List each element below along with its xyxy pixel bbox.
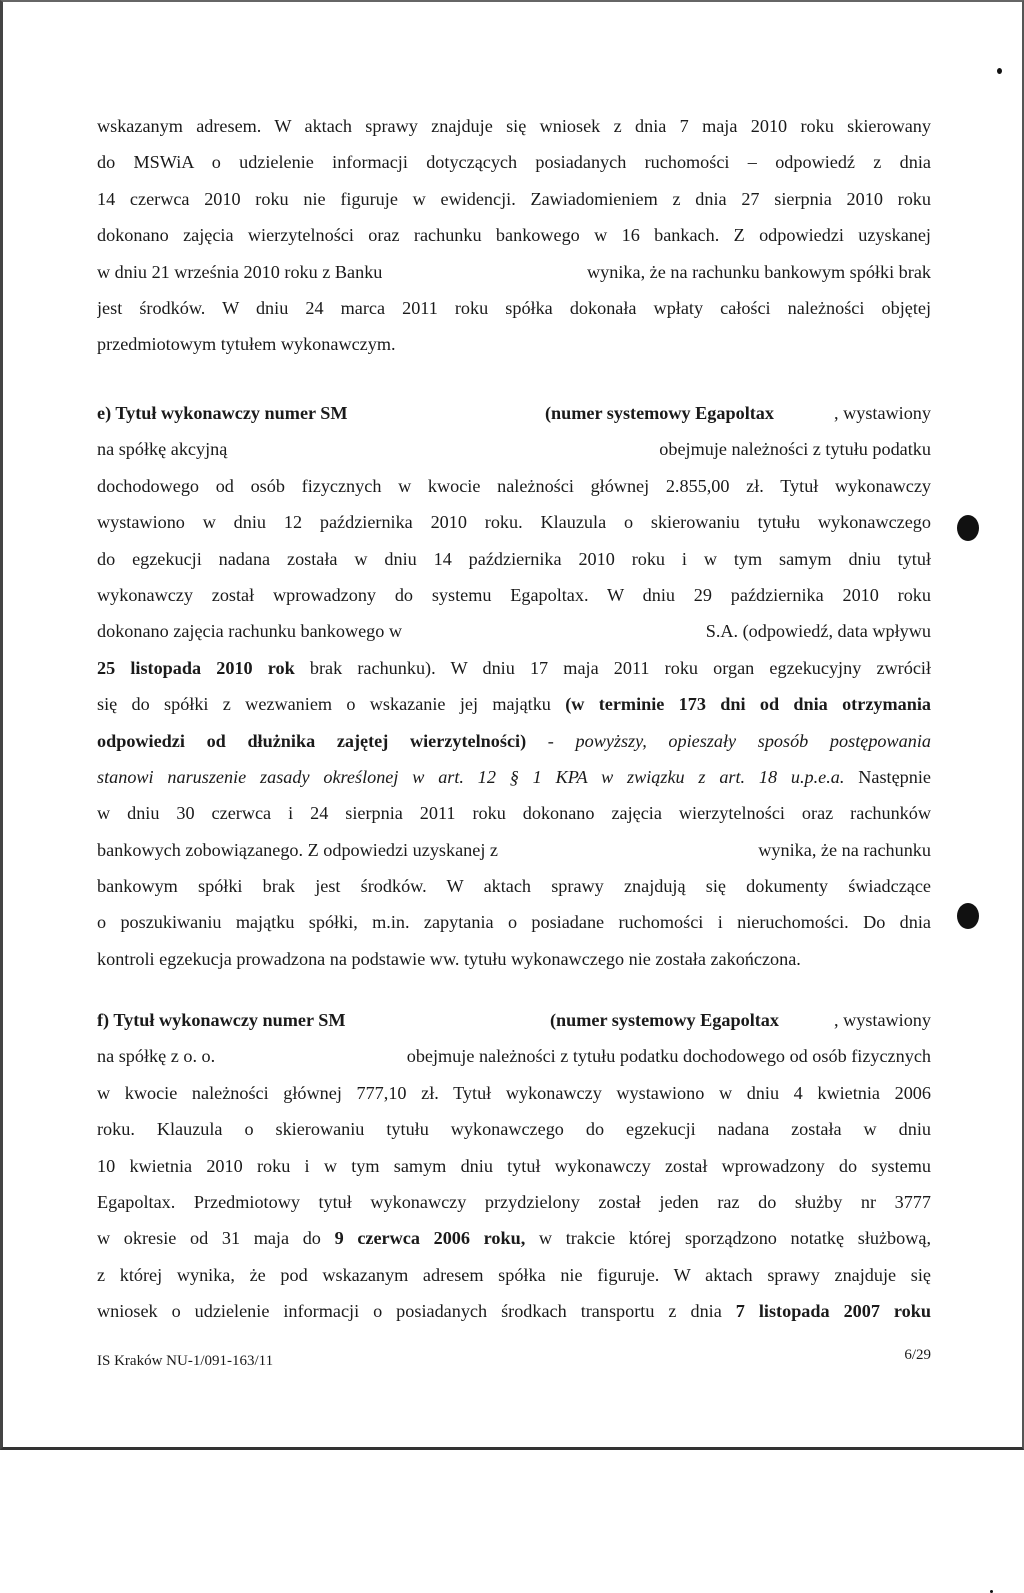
text-line: 14 czerwca 2010 roku nie figuruje w ewidencji. Zawiadomieniem z dnia 27 sierpnia 2010 roku	[97, 188, 931, 209]
text-line: kontroli egzekucja prowadzona na podstawie ww. tytułu wykonawczego nie została zakończona.	[97, 948, 801, 969]
text-line	[97, 686, 931, 722]
text-fragment: Następnie	[844, 766, 931, 787]
paragraph-e	[97, 395, 931, 977]
italic-phrase: stanowi naruszenie zasady określonej w art. 12 § 1 KPA w związku z art. 18 u.p.e.a.	[97, 766, 845, 787]
text-line	[97, 1220, 931, 1256]
text-fragment: S.A. (odpowiedź, data wpływu	[705, 621, 931, 642]
scan-mark	[957, 903, 979, 929]
text-fragment: bankowych zobowiązanego. Z odpowiedzi uzyskanej z	[97, 839, 498, 860]
text-fragment: , wystawiony	[834, 403, 931, 423]
text-fragment: w dniu 21 września 2010 roku z Banku	[97, 261, 383, 282]
text-line: o poszukiwaniu majątku spółki, m.in. zapytania o posiadane ruchomości i nieruchomości. Do dnia	[97, 912, 931, 933]
bold-date: 25 listopada 2010 rok	[97, 657, 295, 678]
text-line	[97, 832, 931, 868]
paragraph-f	[97, 1002, 931, 1330]
text-line: przedmiotowym tytułem wykonawczym.	[97, 334, 396, 355]
text-line: 10 kwietnia 2010 roku i w tym samym dniu tytuł wykonawczy został wprowadzony do systemu	[97, 1155, 931, 1176]
text-line	[97, 723, 931, 759]
text-fragment: na spółkę akcyjną	[97, 439, 228, 460]
scan-mark	[957, 515, 979, 541]
text-line	[97, 395, 931, 431]
text-line: do MSWiA o udzielenie informacji dotyczących posiadanych ruchomości – odpowiedź z dnia	[97, 152, 931, 173]
text-line	[97, 1002, 931, 1038]
document-reference: IS Kraków NU-1/091-163/11	[97, 1353, 274, 1369]
text-line: Egapoltax. Przedmiotowy tytuł wykonawczy przydzielony został jeden raz do służby nr 3777	[97, 1191, 931, 1212]
text-fragment: wniosek o udzielenie informacji o posiadanych środkach transportu z dnia	[97, 1301, 736, 1322]
text-line	[97, 759, 931, 795]
text-fragment: się do spółki z wezwaniem o wskazanie jej majątku	[97, 694, 566, 715]
text-fragment: obejmuje należności z tytułu podatku	[659, 439, 931, 460]
text-fragment: obejmuje należności z tytułu podatku dochodowego od osób fizycznych	[406, 1046, 931, 1067]
italic-phrase: powyższy, opieszały sposób postępowania	[575, 730, 931, 751]
bold-date: 9 czerwca 2006 roku,	[334, 1228, 526, 1249]
text-line	[97, 650, 931, 686]
page-footer	[97, 1347, 931, 1370]
text-fragment: na spółkę z o. o.	[97, 1046, 216, 1067]
system-number-label: (numer systemowy Egapoltax	[549, 1010, 779, 1030]
text-line: jest środków. W dniu 24 marca 2011 roku spółka dokonała wpłaty całości należności objętej	[97, 297, 931, 318]
text-line: dokonano zajęcia wierzytelności oraz rachunku bankowego w 16 bankach. Z odpowiedzi uzyskanej	[97, 225, 931, 246]
bold-phrase: (w terminie 173 dni od dnia otrzymania	[565, 694, 931, 715]
bold-date: 7 listopada 2007 roku	[735, 1301, 931, 1322]
text-line: bankowym spółki brak jest środków. W aktach sprawy znajdują się dokumenty świadczące	[97, 876, 931, 897]
page-number: 6/29	[904, 1347, 931, 1363]
text-line	[97, 254, 931, 290]
text-line: dochodowego od osób fizycznych w kwocie należności głównej 2.855,00 zł. Tytuł wykonawczy	[97, 475, 931, 496]
bold-phrase: odpowiedzi od dłużnika zajętej wierzytelności)	[97, 730, 527, 751]
paragraph-d	[97, 108, 931, 363]
text-fragment: brak rachunku). W dniu 17 maja 2011 roku organ egzekucyjny zwrócił	[294, 657, 931, 678]
scan-mark	[997, 68, 1002, 74]
text-line: wystawiono w dniu 12 października 2010 roku. Klauzula o skierowaniu tytułu wykonawczego	[97, 512, 931, 533]
text-line	[97, 1293, 931, 1329]
text-line: w dniu 30 czerwca i 24 sierpnia 2011 roku dokonano zajęcia wierzytelności oraz rachunków	[97, 803, 931, 824]
title-number-label: f) Tytuł wykonawczy numer SM	[97, 1010, 346, 1030]
text-line	[97, 613, 931, 649]
text-line	[97, 1038, 931, 1074]
text-line: wykonawczy został wprowadzony do systemu Egapoltax. W dniu 29 października 2010 roku	[97, 584, 931, 605]
text-fragment: wynika, że na rachunku bankowym spółki brak	[587, 261, 931, 282]
text-fragment: dokonano zajęcia rachunku bankowego w	[97, 621, 403, 642]
text-fragment: w okresie od 31 maja do	[97, 1228, 335, 1249]
text-line: roku. Klauzula o skierowaniu tytułu wykonawczego do egzekucji nadana została w dniu	[97, 1119, 931, 1140]
text-fragment: -	[526, 730, 576, 751]
text-fragment: w trakcie której sporządzono notatkę służbową,	[525, 1228, 931, 1249]
title-number-label: e) Tytuł wykonawczy numer SM	[97, 403, 348, 423]
text-line: w kwocie należności głównej 777,10 zł. Tytuł wykonawczy wystawiono w dniu 4 kwietnia 2006	[97, 1082, 931, 1103]
text-line: do egzekucji nadana została w dniu 14 października 2010 roku i w tym samym dniu tytuł	[97, 548, 931, 569]
text-fragment: wynika, że na rachunku	[758, 839, 931, 860]
text-line: wskazanym adresem. W aktach sprawy znajduje się wniosek z dnia 7 maja 2010 roku skierowany	[97, 116, 931, 136]
text-line	[97, 431, 931, 467]
system-number-label: (numer systemowy Egapoltax	[544, 403, 774, 423]
text-fragment: , wystawiony	[834, 1010, 931, 1030]
text-line: z której wynika, że pod wskazanym adresem spółka nie figuruje. W aktach sprawy znajduje się	[97, 1264, 931, 1285]
